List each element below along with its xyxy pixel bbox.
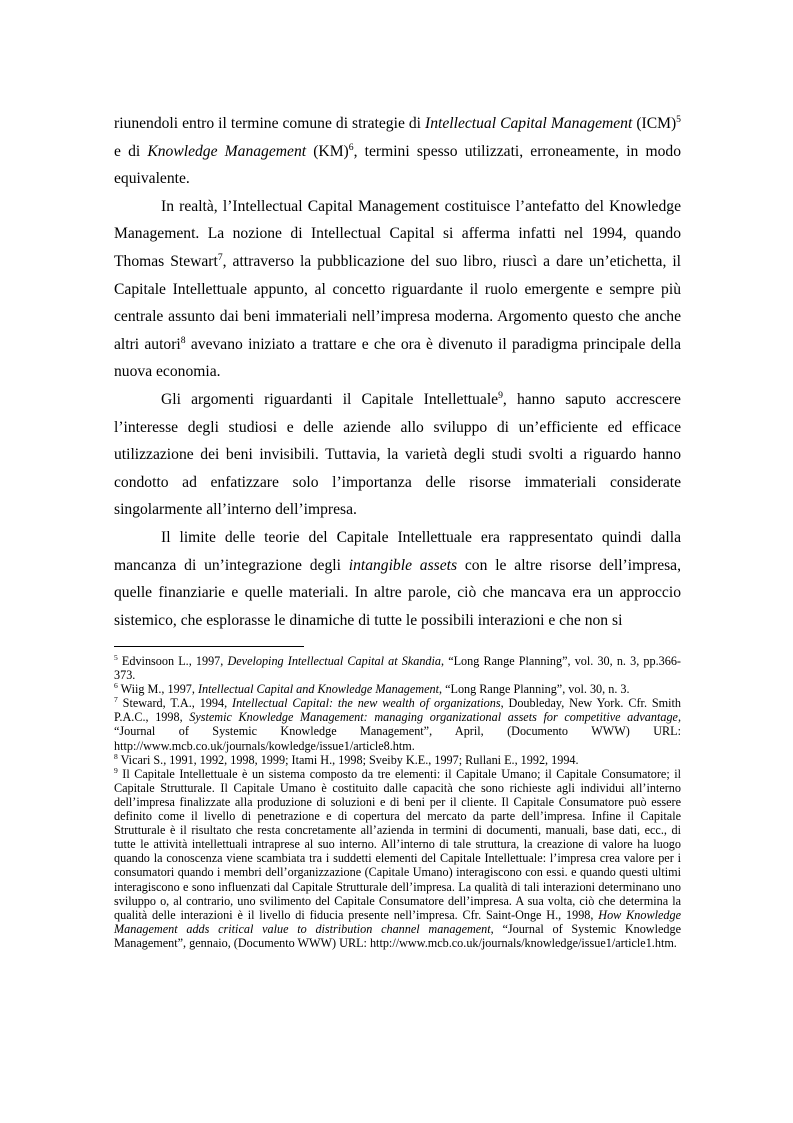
paragraph-2: [114, 193, 681, 386]
italic-title: Intellectual Capital: the new wealth of organizations: [232, 696, 501, 711]
text-run: , “Long Range Planning”, vol. 30, n. 3.: [439, 682, 630, 697]
text-run: , “Journal of Systemic Knowledge Management”, gennaio, (Documento WWW) URL: http://www.mcb.co.uk/journals/knowledge/issue1/article1.htm.: [114, 921, 681, 950]
footnote-ref-5[interactable]: 5: [676, 113, 681, 125]
text-run: Il limite delle teorie del Capitale Intellettuale era rappresentato quindi dalla mancanza di un’integrazione degli: [114, 528, 681, 574]
text-run: , “Journal of Systemic Knowledge Management”, April, (Documento WWW) URL: http://www.mcb.co.uk/journals/kowledge/issue1/article8.htm.: [114, 710, 681, 753]
text-run: Il Capitale Intellettuale è un sistema composto da tre elementi: il Capitale Umano; il Capitale Consumatore; il Capitale Strutturale. Il Capitale Umano è costituito dalle capacità che sono richieste agli individui all’interno dell’impresa finalizzate alla produzione di soluzioni e di beni per il cliente. Il Capitale Consumatore può essere definito come il livello di penetrazione e di copertura del mercato da parte dell’impresa. Infine il Capitale Strutturale è il risultato che resta concretamente all’azienda in termini di documenti, manuali, base dati, ecc., di tutte le attività intellettuali intraprese al suo interno. All’interno di tale struttura, la creazione di valore ha luogo quando la conoscenza viene scambiata tra i suddetti elementi del Capitale Intellettuale: l’impresa crea valore per i consumatori quando i membri dell’organizzazione (Capitale Umano) interagiscono con essi. e quando questi ultimi interagiscono e sono influenzati dal Capitale Strutturale dell’impresa. La qualità di tali interazioni determinano uno sviluppo o, al contrario, uno svilimento del Capitale Consumatore dell’impresa. A sua volta, ciò che determina la qualità delle interazioni è il livello di fiducia presente nell’impresa. Cfr. Saint-Onge H., 1998,: [114, 766, 681, 922]
text-run: e di: [114, 142, 148, 160]
italic-title: Systemic Knowledge Management: managing organizational assets for competitive advantage: [189, 710, 678, 725]
footnote-8: [114, 753, 681, 767]
italic-term: Intellectual Capital Management: [425, 115, 633, 132]
footnote-ref-8[interactable]: 8: [180, 334, 186, 346]
text-run: , “Long Range Planning”, vol. 30, n. 3, pp.366-373.: [114, 654, 681, 683]
text-run: Gli argomenti riguardanti il Capitale Intellettuale: [161, 390, 499, 408]
footnotes: [114, 654, 681, 950]
footnote-number: 8: [114, 751, 118, 761]
text-run: , attraverso la pubblicazione del suo libro, riuscì a dare un’etichetta, il Capitale Intellettuale appunto, al concetto riguardante il ruolo emergente e sempre più centrale assunto dai beni immateriali nell’impresa moderna. Argomento questo che anche altri autori: [114, 252, 681, 353]
text-run: In realtà, l’Intellectual Capital Management costituisce l’antefatto del Knowledge Management. La nozione di Intellectual Capital si afferma infatti nel 1994, quando Thomas Stewart: [114, 197, 681, 270]
text-run: , Doubleday, New York. Cfr. Smith P.A.C., 1998,: [114, 696, 682, 725]
italic-title: Developing Intellectual Capital at Skandia: [227, 654, 442, 668]
paragraph-1: [114, 110, 681, 193]
footnote-ref-9[interactable]: 9: [498, 389, 503, 401]
footnote-number: 5: [114, 652, 118, 662]
footnote-9: [114, 767, 681, 950]
text-run: , hanno saputo accrescere l’interesse degli studiosi e delle aziende allo sviluppo di un’efficiente ed efficace utilizzazione dei beni invisibili. Tuttavia, la varietà degli studi svolti a riguardo hanno condotto ad enfatizzare solo l’importanza delle risorse immateriali considerate singolarmente all’interno dell’impresa.: [114, 390, 681, 519]
text-run: Vicari S., 1991, 1992, 1998, 1999; Itami H., 1998; Sveiby K.E., 1997; Rullani E., 1992, 1994.: [117, 752, 579, 767]
text-run: riunendoli entro il termine comune di strategie di: [114, 115, 426, 132]
paragraph-4: [114, 524, 681, 634]
footnote-number: 6: [114, 681, 118, 691]
footnote-5: [114, 654, 681, 682]
italic-term: intangible assets: [348, 556, 458, 574]
text-run: Edvinsoon L., 1997,: [117, 654, 228, 668]
text-run: con le altre risorse dell’impresa, quelle finanziarie e quelle materiali. In altre parole, ciò che mancava era un approccio sistemico, che esplorasse le dinamiche di tutte le possibili interazioni e che non si: [114, 556, 682, 629]
footnote-ref-6[interactable]: 6: [348, 141, 354, 153]
footnote-number: 9: [114, 765, 118, 775]
text-run: avevano iniziato a trattare e che ora è divenuto il paradigma principale della nuova economia.: [114, 335, 681, 381]
text-run: (ICM): [632, 115, 677, 132]
footnote-number: 7: [114, 695, 118, 705]
text-run: , termini spesso utilizzati, erroneamente, in modo equivalente.: [114, 142, 681, 188]
text-run: Steward, T.A., 1994,: [117, 696, 233, 711]
text-run: Wiig M., 1997,: [117, 682, 198, 697]
footnote-ref-7[interactable]: 7: [217, 251, 223, 263]
footnote-6: [114, 682, 681, 696]
italic-title: How Knowledge Management adds critical value to distribution channel management: [114, 907, 681, 936]
footnote-separator: [114, 646, 304, 647]
paragraph-3: [114, 386, 681, 524]
italic-title: Intellectual Capital and Knowledge Management: [197, 682, 439, 697]
text-run: (KM): [306, 142, 349, 160]
italic-term: Knowledge Management: [147, 142, 307, 160]
body-text: [114, 110, 681, 634]
footnote-7: [114, 696, 681, 752]
